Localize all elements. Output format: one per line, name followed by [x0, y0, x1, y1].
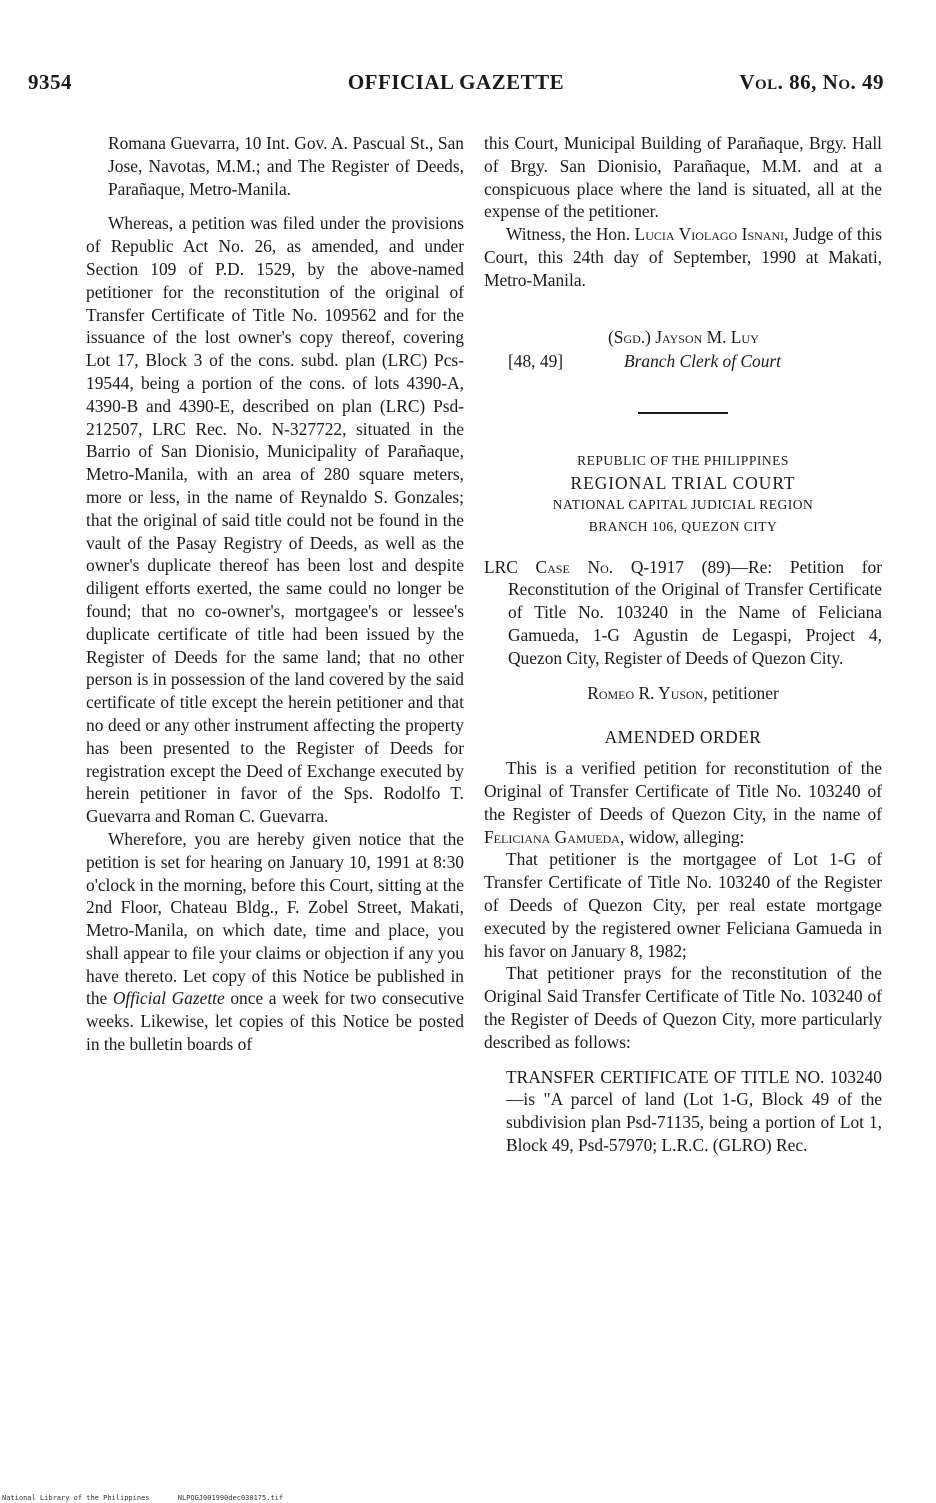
- judge-name: Lucia Violago Isnani: [634, 224, 785, 245]
- wherefore-text-1: Wherefore, you are hereby given notice that the petition is set for hearing on January 10, 1991 at 8:30 o'clock in the morning, before this Court, sitting at the 2nd Floor, Chateau Bldg., F. Zobel Street, Makati, Metro-Manila, on which date, time and place, you shall appear to file your claims or objection if any you have thereto. Let copy of this Notice be published in the: [86, 828, 464, 1009]
- court-heading: [484, 450, 882, 538]
- continuation-paragraph: this Court, Municipal Building of Parañaque, Brgy. Hall of Brgy. San Dionisio, Parañaque, M.M. and at a conspicuous place where the land is situated, all at the expense of the petitioner.: [484, 133, 882, 222]
- address-block: Romana Guevarra, 10 Int. Gov. A. Pascual St., San Jose, Navotas, M.M.; and The Register of Deeds, Parañaque, Metro-Manila.: [108, 133, 464, 199]
- petitioner-suffix: , petitioner: [703, 682, 779, 703]
- gazette-name: Official Gazette: [112, 988, 225, 1009]
- court-heading-republic: REPUBLIC OF THE PHILIPPINES: [577, 452, 789, 468]
- issue-reference: [48, 49]: [508, 350, 564, 371]
- order-p1-name: Feliciana Gamueda: [484, 826, 620, 847]
- petitioner-name: Romeo R. Yuson: [587, 682, 704, 703]
- publication-title: OFFICIAL GAZETTE: [347, 70, 565, 94]
- case-text: Q-1917 (89)—Re: Petition for Reconstitution of the Original of Transfer Certificate of Title No. 103240 in the Name of Feliciana Gamueda, 1-G Agustin de Legaspi, Project 4, Quezon City, Register of Deeds of Quezon City.: [508, 556, 883, 668]
- footer-library: National Library of the Philippines: [2, 1494, 150, 1502]
- court-heading-region: NATIONAL CAPITAL JUDICIAL REGION: [552, 496, 814, 512]
- court-heading-name: REGIONAL TRIAL COURT: [570, 472, 796, 493]
- witness-paragraph: [484, 223, 882, 291]
- footer-file-id: NLPOGJ001990dec030175.tif: [177, 1494, 284, 1502]
- scan-footer: [2, 1494, 307, 1502]
- order-title: AMENDED ORDER: [604, 727, 762, 748]
- order-paragraph-1: [484, 757, 882, 848]
- signature-block: [484, 326, 882, 376]
- case-title: [484, 556, 882, 670]
- page-header: [28, 70, 884, 100]
- whereas-paragraph: Whereas, a petition was filed under the provisions of Republic Act No. 26, as amended, and under Section 109 of P.D. 1529, by the above-named petitioner for the reconstitution of the original of Transfer Certificate of Title No. 109562 and for the issuance of the lost owner's copy thereof, covering Lot 17, Block 3 of the cons. subd. plan (LRC) Pcs-19544, being a portion of the cons. of lots 4390-A, 4390-B and 4390-E, described on plan (LRC) Psd-212507, LRC Rec. No. N-327722, situated in the Barrio of San Dionisio, Municipality of Parañaque, Metro-Manila, with an area of 280 square meters, more or less, in the name of Reynaldo S. Gonzales; that the original of said title could not be found in the vault of the Pasay Registry of Deeds, as well as the owner's duplicate thereof has been lost and despite diligent efforts exerted, the same could no longer be found; that no co-owner's, mortgagee's or lessee's duplicate certificate of title had been issued by the Register of Deeds for the same land; that no other person is in possession of the land covered by the said certificate of title except the herein petitioner and that no deed or any other instrument affecting the property has been presented to the Register of Deeds for registration except the Deed of Exchange executed by herein petitioner in favor of the Sps. Rodolfo T. Guevarra and Roman C. Guevarra.: [86, 213, 464, 827]
- witness-text-2: , Judge of this Court, this 24th day of September, 1990 at Makati, Metro-Manila.: [484, 224, 882, 290]
- order-paragraph-2: That petitioner is the mortgagee of Lot 1-G of Transfer Certificate of Title No. 103240 of the Register of Deeds of Quezon City, per real estate mortgage executed by the registered owner Feliciana Gamueda in his favor on January 8, 1982;: [484, 849, 882, 961]
- volume-number: Vol. 86, No. 49: [739, 70, 884, 94]
- case-label: LRC Case No.: [484, 556, 614, 577]
- section-divider: [638, 412, 728, 414]
- order-p1-text-2: , widow, alleging:: [619, 826, 745, 847]
- petitioner-line: [484, 682, 882, 705]
- right-column: [484, 132, 882, 1157]
- left-column: [86, 132, 464, 1056]
- signatory-title: Branch Clerk of Court: [624, 350, 781, 371]
- wherefore-paragraph: [86, 828, 464, 1056]
- tct-description: TRANSFER CERTIFICATE OF TITLE NO. 103240—is "A parcel of land (Lot 1-G, Block 49 of the subdivision plan Psd-71135, being a portion of Lot 1, Block 49, Psd-57970; L.R.C. (GLRO) Rec.: [506, 1066, 882, 1155]
- witness-text-1: Witness, the Hon.: [506, 224, 631, 245]
- order-p1-text-1: This is a verified petition for reconstitution of the Original of Transfer Certificate of Title No. 103240 of the Register of Deeds of Quezon City, in the name of: [484, 758, 882, 824]
- order-paragraph-3: That petitioner prays for the reconstitution of the Original Said Transfer Certificate of Title No. 103240 of the Register of Deeds of Quezon City, more particularly described as follows:: [484, 963, 882, 1052]
- court-heading-branch: BRANCH 106, QUEZON CITY: [588, 518, 778, 534]
- page-number: 9354: [28, 70, 72, 94]
- wherefore-text-2: once a week for two consecutive weeks. Likewise, let copies of this Notice be posted in the bulletin boards of: [86, 988, 464, 1055]
- signatory-name: (Sgd.) Jayson M. Luy: [608, 326, 759, 347]
